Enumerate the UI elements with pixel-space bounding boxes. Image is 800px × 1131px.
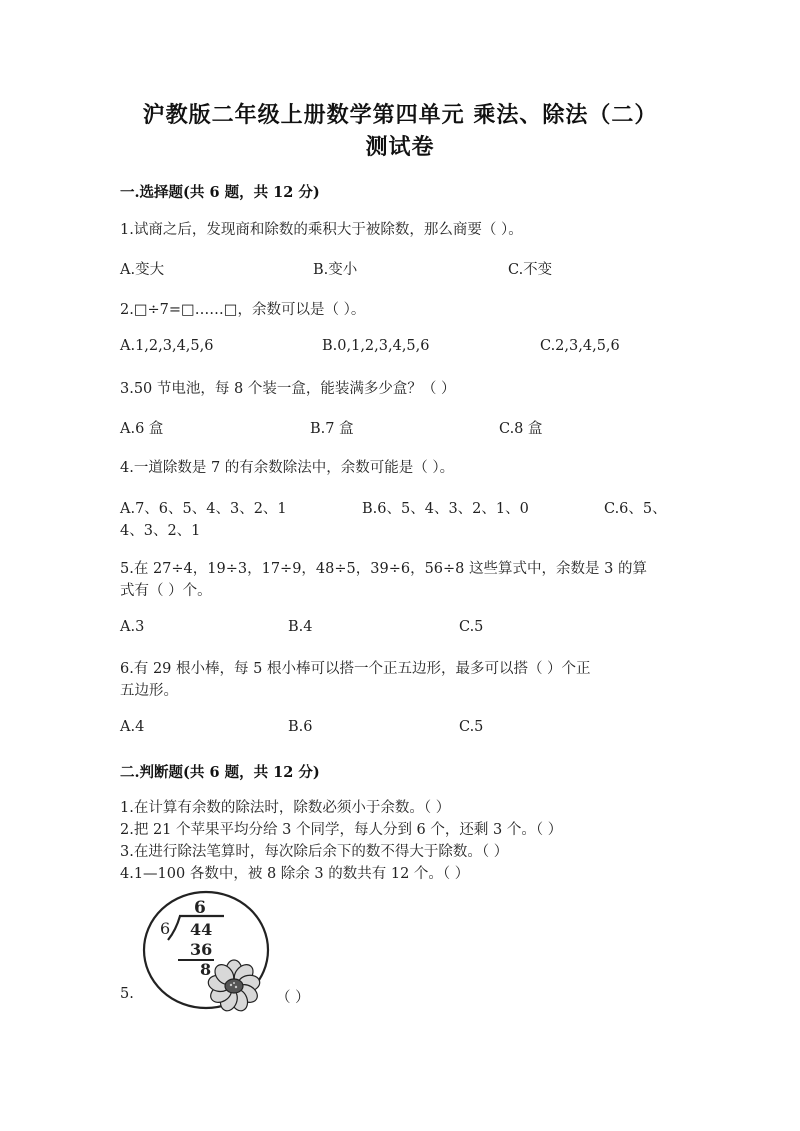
divisor-text: 6 xyxy=(160,919,171,938)
q1-option-b[interactable]: B.变小 xyxy=(313,262,358,278)
judge-item-1: 1.在计算有余数的除法时，除数必须小于余数。（ ） xyxy=(120,800,451,816)
judge-item-2: 2.把 21 个苹果平均分给 3 个同学，每人分到 6 个，还剩 3 个。（ ） xyxy=(120,822,563,838)
question-5-line1: 5.在 27÷4，19÷3，17÷9，48÷5，39÷6，56÷8 这些算式中，余数是 3 的算 xyxy=(120,561,647,577)
q4-option-b[interactable]: B.6、5、4、3、2、1、0 xyxy=(362,501,529,517)
product-text: 36 xyxy=(190,940,213,959)
question-5-line2: 式有（ ）个。 xyxy=(120,583,212,599)
judge-item-4: 4.1—100 各数中，被 8 除余 3 的数共有 12 个。（ ） xyxy=(120,866,470,882)
q2-option-a[interactable]: A.1,2,3,4,5,6 xyxy=(120,338,214,354)
question-6-line2: 五边形。 xyxy=(120,683,178,699)
q3-option-a[interactable]: A.6 盒 xyxy=(120,421,164,437)
q1-option-c[interactable]: C.不变 xyxy=(508,262,553,278)
judge-item-5-number: 5. xyxy=(120,986,134,1002)
judge-item-3: 3.在进行除法笔算时，每次除后余下的数不得大于除数。（ ） xyxy=(120,844,509,860)
question-1: 1.试商之后，发现商和除数的乘积大于被除数，那么商要（ ）。 xyxy=(120,222,523,238)
judge-item-5-answer-paren[interactable]: （ ） xyxy=(276,990,310,1006)
section2-heading: 二.判断题(共 6 题，共 12 分) xyxy=(120,764,320,781)
q6-option-c[interactable]: C.5 xyxy=(459,719,484,735)
q2-option-c[interactable]: C.2,3,4,5,6 xyxy=(540,338,620,354)
q2-option-b[interactable]: B.0,1,2,3,4,5,6 xyxy=(322,338,430,354)
q6-option-a[interactable]: A.4 xyxy=(120,719,145,735)
remainder-text: 8 xyxy=(200,960,212,979)
q4-option-a[interactable]: A.7、6、5、4、3、2、1 xyxy=(120,501,287,517)
q5-option-c[interactable]: C.5 xyxy=(459,619,484,635)
q4-option-c[interactable]: C.6、5、 xyxy=(604,501,667,517)
question-6-line1: 6.有 29 根小棒，每 5 根小棒可以搭一个正五边形，最多可以搭（ ）个正 xyxy=(120,661,591,677)
flower-icon xyxy=(207,960,261,1013)
section1-heading: 一.选择题(共 6 题，共 12 分) xyxy=(120,184,320,201)
q3-option-b[interactable]: B.7 盒 xyxy=(310,421,354,437)
question-4: 4.一道除数是 7 的有余数除法中，余数可能是（ ）。 xyxy=(120,460,455,476)
long-division-flower-illustration xyxy=(134,888,284,1018)
q4-option-c-continued: 4、3、2、1 xyxy=(120,523,201,539)
dividend-text: 44 xyxy=(190,920,213,939)
question-3: 3.50 节电池，每 8 个装一盒，能装满多少盒？（ ） xyxy=(120,381,456,397)
q5-option-a[interactable]: A.3 xyxy=(120,619,145,635)
q6-option-b[interactable]: B.6 xyxy=(288,719,313,735)
q1-option-a[interactable]: A.变大 xyxy=(120,262,165,278)
division-circle-graphic xyxy=(134,888,284,1018)
q3-option-c[interactable]: C.8 盒 xyxy=(499,421,543,437)
q5-option-b[interactable]: B.4 xyxy=(288,619,313,635)
page-title-line2: 测试卷 xyxy=(365,134,435,160)
question-2: 2.□÷7=□……□，余数可以是（ ）。 xyxy=(120,302,366,318)
page-title-line1: 沪教版二年级上册数学第四单元 乘法、除法（二） xyxy=(142,102,658,128)
quotient-text: 6 xyxy=(194,898,206,918)
